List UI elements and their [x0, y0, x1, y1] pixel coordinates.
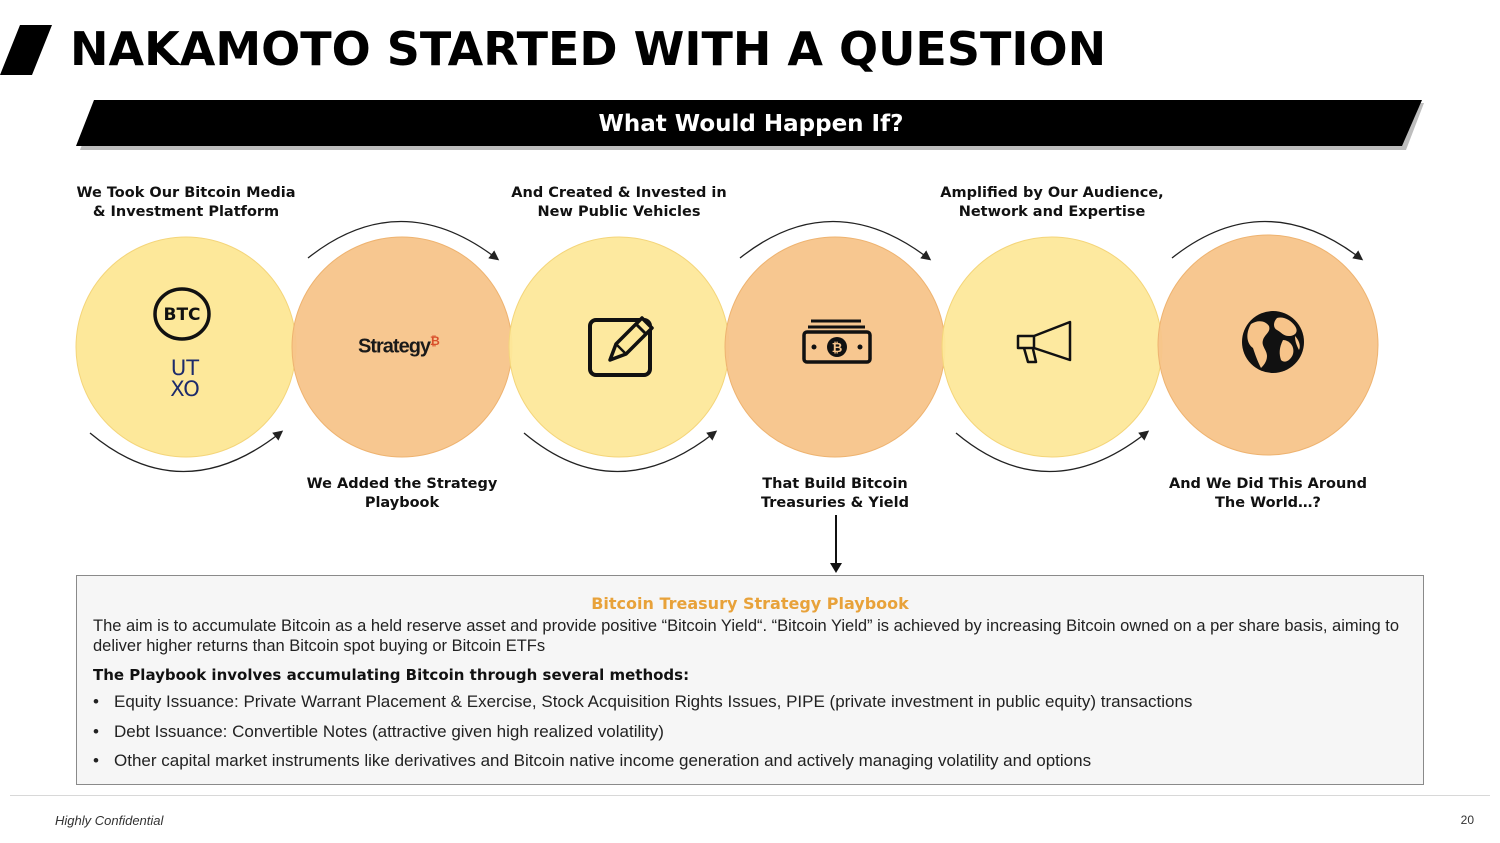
caption-step-1: We Took Our Bitcoin Media & Investment Platform	[76, 185, 296, 220]
svg-text:BTC: BTC	[163, 305, 201, 325]
playbook-box	[76, 575, 1424, 785]
footer-divider	[10, 795, 1490, 796]
down-arrow	[826, 515, 846, 575]
caption-step-3: And Created & Invested in New Public Vehicles	[511, 185, 727, 220]
confidentiality-note: Highly Confidential	[55, 813, 164, 828]
caption-step-2: We Added the Strategy Playbook	[306, 476, 498, 511]
circle-1	[76, 237, 296, 457]
list-item: • Other capital market instruments like derivatives and Bitcoin native income generation and actively managing volatility and options	[93, 751, 1407, 771]
svg-text:UT: UT	[170, 356, 200, 380]
svg-text:XO: XO	[170, 377, 200, 398]
slide-title: NAKAMOTO STARTED WITH A QUESTION	[70, 22, 1107, 76]
playbook-description: The aim is to accumulate Bitcoin as a held reserve asset and provide positive “Bitcoin Yield“. “Bitcoin Yield” is achieved by increasing Bitcoin owned on a per share basis, aiming to deliver higher returns than Bitcoin spot buying or Bitcoin ETFs	[93, 617, 1400, 655]
btc-logo	[152, 286, 212, 342]
strategy-logo: Strategy₿	[358, 334, 439, 358]
playbook-subheading: The Playbook involves accumulating Bitcoin through several methods:	[93, 666, 690, 684]
playbook-methods-list	[93, 692, 1407, 771]
globe-icon	[1242, 311, 1304, 373]
caption-step-6: And We Did This Around The World…?	[1169, 476, 1367, 511]
caption-step-5: Amplified by Our Audience, Network and Expertise	[940, 185, 1164, 220]
caption-step-4: That Build Bitcoin Treasuries & Yield	[760, 476, 909, 511]
playbook-title: Bitcoin Treasury Strategy Playbook	[591, 594, 909, 613]
list-item: • Debt Issuance: Convertible Notes (attractive given high realized volatility)	[93, 722, 1407, 742]
page-number: 20	[1460, 813, 1474, 827]
list-item: • Equity Issuance: Private Warrant Placement & Exercise, Stock Acquisition Rights Issues, PIPE (private investment in public equity) transactions	[93, 692, 1407, 712]
banner-text: What Would Happen If?	[598, 111, 904, 137]
circle-5	[942, 237, 1162, 457]
utxo-logo	[160, 356, 210, 398]
svg-text:₿: ₿	[831, 341, 843, 356]
